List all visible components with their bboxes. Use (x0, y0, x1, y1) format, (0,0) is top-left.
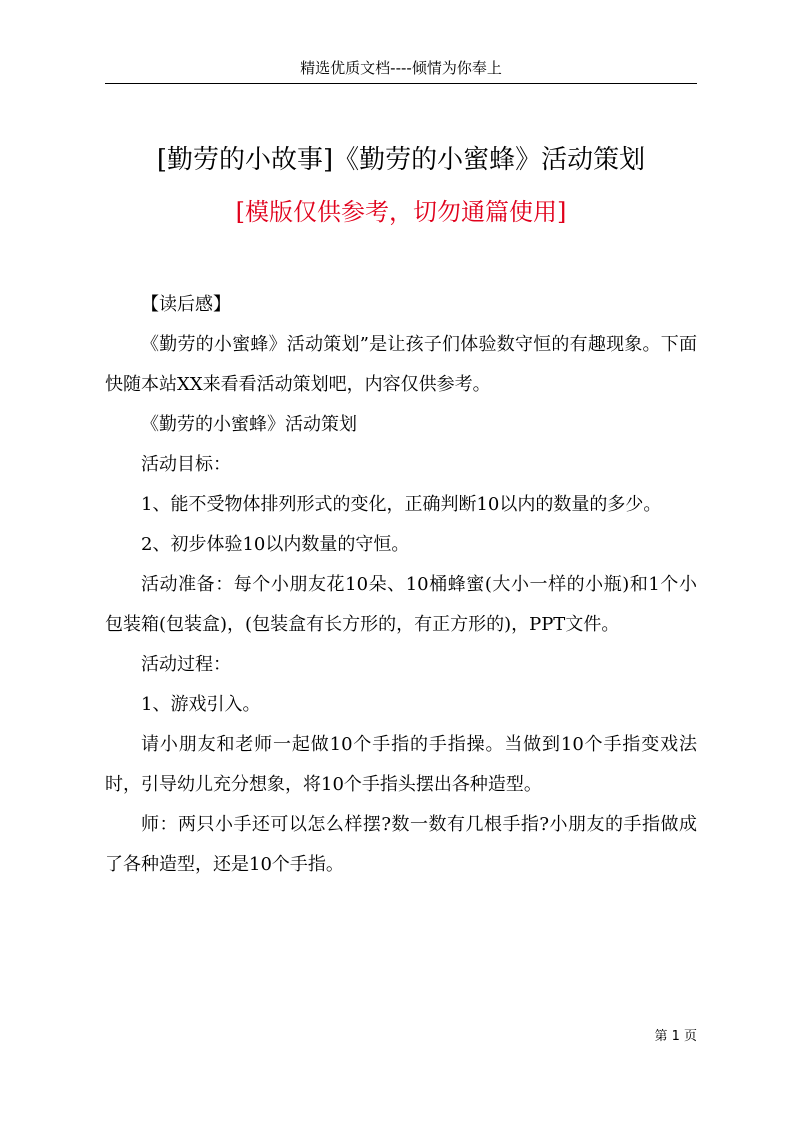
paragraph-intro: 《勤劳的小蜜蜂》活动策划”是让孩子们体验数守恒的有趣现象。下面快随本站XX来看看活动策划吧，内容仅供参考。 (105, 334, 697, 395)
document-subtitle: [模版仅供参考，切勿通篇使用] (235, 198, 567, 226)
paragraph-preparation: 活动准备：每个小朋友花10朵、10桶蜂蜜(大小一样的小瓶)和1个小包装箱(包装盒)，(包装盒有长方形的，有正方形的)，PPT文件。 (105, 574, 697, 635)
paragraph-finger-exercise: 请小朋友和老师一起做10个手指的手指操。当做到10个手指变戏法时，引导幼儿充分想象，将10个手指头摆出各种造型。 (105, 734, 697, 795)
document-body (105, 285, 697, 885)
page-header: 精选优质文档----倾情为你奉上 (300, 59, 502, 77)
paragraph-goals-heading: 活动目标： (141, 454, 231, 475)
paragraph-review-label: 【读后感】 (141, 294, 231, 315)
paragraph-step-1: 1、游戏引入。 (141, 694, 261, 715)
header-divider (105, 83, 697, 84)
paragraph-goal-1: 1、能不受物体排列形式的变化，正确判断10以内的数量的多少。 (141, 494, 662, 515)
paragraph-teacher-dialogue: 师：两只小手还可以怎么样摆?数一数有几根手指?小朋友的手指做成了各种造型，还是10个手指。 (105, 814, 697, 875)
document-title: [勤劳的小故事]《勤劳的小蜜蜂》活动策划 (156, 145, 646, 175)
paragraph-goal-2: 2、初步体验10以内数量的守恒。 (141, 534, 410, 555)
page-number: 第 1 页 (654, 1029, 697, 1044)
paragraph-plan-title: 《勤劳的小蜜蜂》活动策划 (141, 414, 357, 435)
paragraph-process-heading: 活动过程： (141, 654, 231, 675)
